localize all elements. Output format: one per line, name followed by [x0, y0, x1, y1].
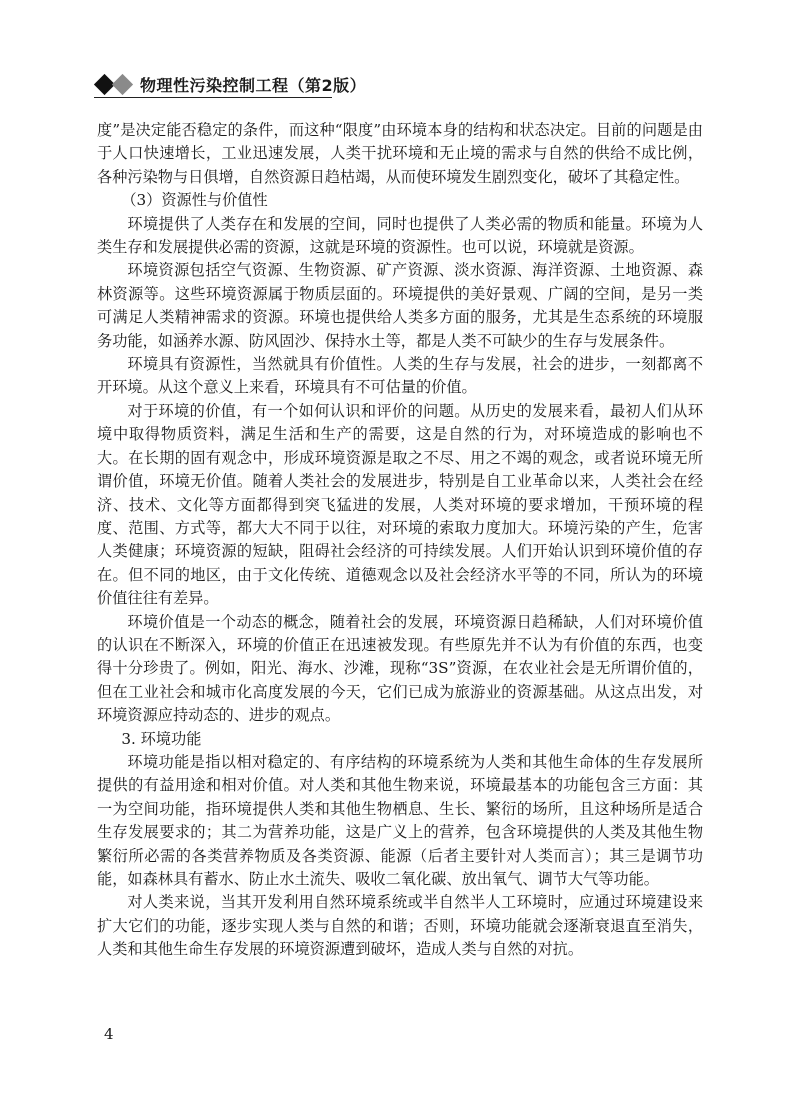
paragraph: 环境提供了人类存在和发展的空间，同时也提供了人类必需的物质和能量。环境为人类生存和发展提供必需的资源，这就是环境的资源性。也可以说，环境就是资源。 [97, 214, 703, 257]
paragraph: 环境功能是指以相对稳定的、有序结构的环境系统为人类和其他生命体的生存发展所提供的有益用途和相对价值。对人类和其他生物来说，环境最基本的功能包含三方面：其一为空间功能，指环境提供人类和其他生物栖息、生长、繁衍的场所，且这种场所是适合生存发展要求的；其二为营养功能，这是广义上的营养，包含环境提供的人类及其他生物繁衍所必需的各类营养物质及各类资源、能源（后者主要针对人类而言）；其三是调节功能，如森林具有蓄水、防止水土流失、吸收二氧化碳、放出氧气、调节大气等功能。 [97, 752, 703, 888]
section-heading: 3. 环境功能 [121, 729, 202, 748]
running-header [94, 70, 367, 100]
paragraph: 对于环境的价值，有一个如何认识和评价的问题。从历史的发展来看，最初人们从环境中取得物质资料，满足生活和生产的需要，这是自然的行为，对环境造成的影响也不大。在长期的固有观念中，形成环境资源是取之不尽、用之不竭的观念，或者说环境无所谓价值，环境无价值。随着人类社会的发展进步，特别是自工业革命以来，人类社会在经济、技术、文化等方面都得到突飞猛进的发展，人类对环境的要求增加，干预环境的程度、范围、方式等，都大大不同于以往，对环境的索取力度加大。环境污染的产生，危害人类健康；环境资源的短缺，阻碍社会经济的可持续发展。人们开始认识到环境价值的存在。但不同的地区，由于文化传统、道德观念以及社会经济水平等的不同，所认为的环境价值往往有差异。 [97, 401, 703, 608]
subsection-heading: （3）资源性与价值性 [121, 191, 268, 210]
paragraph: 环境资源包括空气资源、生物资源、矿产资源、淡水资源、海洋资源、土地资源、森林资源等。这些环境资源属于物质层面的。环境提供的美好景观、广阔的空间，是另一类可满足人类精神需求的资源。环境也提供给人类多方面的服务，尤其是生态系统的环境服务功能，如涵养水源、防风固沙、保持水土等，都是人类不可缺少的生存与发展条件。 [97, 261, 703, 350]
paragraph: 环境价值是一个动态的概念，随着社会的发展，环境资源日趋稀缺，人们对环境价值的认识在不断深入，环境的价值正在迅速被发现。有些原先并不认为有价值的东西，也变得十分珍贵了。例如，阳光、海水、沙滩，现称“3S”资源，在农业社会是无所谓价值的，但在工业社会和城市化高度发展的今天，它们已成为旅游业的资源基础。从这点出发，对环境资源应持动态的、进步的观点。 [97, 612, 703, 725]
paragraph: 对人类来说，当其开发利用自然环境系统或半自然半人工环境时，应通过环境建设来扩大它们的功能，逐步实现人类与自然的和谐；否则，环境功能就会逐渐衰退直至消失，人类和其他生命生存发展的环境资源遭到破坏，造成人类与自然的对抗。 [97, 893, 703, 959]
paragraph-continued: 度”是决定能否稳定的条件，而这种“限度”由环境本身的结构和状态决定。目前的问题是由于人口快速增长，工业迅速发展，人类干扰环境和无止境的需求与自然的供给不成比例，各种污染物与日俱增，自然资源日趋枯竭，从而使环境发生剧烈变化，破坏了其稳定性。 [97, 121, 703, 186]
header-rule [94, 97, 332, 98]
book-title: 物理性污染控制工程（第2版） [140, 76, 367, 95]
paragraph: 环境具有资源性，当然就具有价值性。人类的生存与发展，社会的进步，一刻都离不开环境。从这个意义上来看，环境具有不可估量的价值。 [97, 355, 703, 397]
page-number: 4 [104, 1025, 114, 1043]
body-text [97, 119, 703, 962]
gray-diamond-icon [112, 74, 133, 95]
